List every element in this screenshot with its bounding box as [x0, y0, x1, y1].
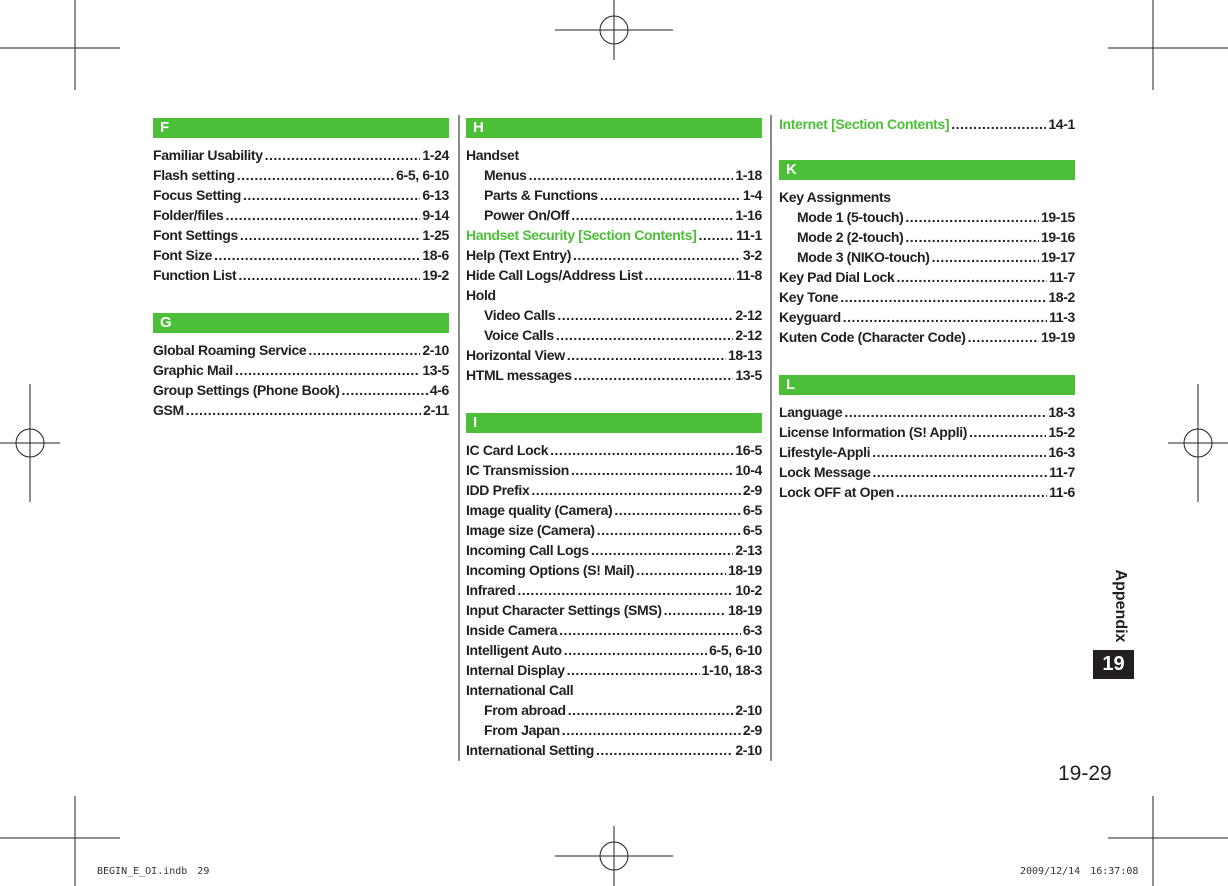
index-entry — [779, 227, 1075, 247]
index-entry — [466, 265, 762, 285]
index-entry — [153, 265, 449, 285]
entry-term: Lifestyle-Appli — [779, 444, 871, 460]
entry-page-ref: 6-5 — [742, 522, 762, 538]
dot-leader — [240, 225, 420, 245]
index-entry — [466, 480, 762, 500]
dot-leader — [556, 325, 734, 345]
index-entry — [779, 267, 1075, 287]
entry-page-ref: 15-2 — [1048, 424, 1075, 440]
index-entry — [153, 245, 449, 265]
index-entry — [779, 402, 1075, 422]
entry-page-ref: 1-24 — [422, 147, 449, 163]
dot-leader — [664, 600, 726, 620]
entry-page-ref: 16-5 — [735, 442, 762, 458]
entry-page-ref: 2-9 — [742, 482, 762, 498]
dot-leader — [596, 740, 733, 760]
entry-page-ref: 10-2 — [735, 582, 762, 598]
dot-leader — [644, 265, 734, 285]
entry-term: Infrared — [466, 582, 516, 598]
entry-term: GSM — [153, 402, 184, 418]
entry-page-ref: 14-1 — [1048, 116, 1075, 132]
dot-leader — [932, 247, 1039, 267]
column-divider — [770, 115, 772, 761]
entry-term: Group Settings (Phone Book) — [153, 382, 340, 398]
chapter-tab-label — [1100, 566, 1140, 646]
entry-term: IC Transmission — [466, 462, 569, 478]
entry-term: Internet [Section Contents] — [779, 116, 950, 132]
index-entry — [466, 305, 762, 325]
entry-term: Image quality (Camera) — [466, 502, 613, 518]
dot-leader — [559, 620, 741, 640]
dot-leader — [243, 185, 420, 205]
entry-term: Graphic Mail — [153, 362, 233, 378]
entry-term: Hold — [466, 287, 496, 303]
index-entry — [466, 600, 762, 620]
entry-term: Help (Text Entry) — [466, 247, 572, 263]
entry-term: Hide Call Logs/Address List — [466, 267, 643, 283]
entry-page-ref: 18-19 — [727, 602, 762, 618]
entry-page-ref: 13-5 — [422, 362, 449, 378]
dot-leader — [636, 560, 726, 580]
index-group-heading — [466, 285, 762, 305]
index-entry — [466, 520, 762, 540]
index-entry — [466, 365, 762, 385]
entry-term: Flash setting — [153, 167, 235, 183]
entry-page-ref: 2-11 — [423, 402, 449, 418]
entry-term: Image size (Camera) — [466, 522, 595, 538]
entry-term: Lock OFF at Open — [779, 484, 894, 500]
entry-page-ref: 2-12 — [735, 307, 762, 323]
entry-term: Incoming Call Logs — [466, 542, 589, 558]
dot-leader — [238, 265, 420, 285]
index-entry — [779, 462, 1075, 482]
index-column-1 — [153, 118, 449, 420]
index-entry — [466, 560, 762, 580]
dot-leader — [591, 540, 734, 560]
entry-term: Video Calls — [484, 307, 556, 323]
entry-page-ref: 6-5, 6-10 — [396, 167, 449, 183]
dot-leader — [614, 500, 740, 520]
section-header-h: H — [466, 118, 762, 138]
index-entry — [466, 580, 762, 600]
dot-leader — [568, 700, 734, 720]
entry-term: License Information (S! Appli) — [779, 424, 968, 440]
index-entry — [466, 740, 762, 760]
entry-term: Key Assignments — [779, 189, 891, 205]
index-group-heading — [779, 187, 1075, 207]
index-entry — [466, 345, 762, 365]
page-number: 19-29 — [1058, 762, 1112, 785]
index-entry — [466, 165, 762, 185]
index-entry — [153, 360, 449, 380]
index-entry — [153, 400, 449, 420]
section-header-l: L — [779, 375, 1075, 395]
dot-leader — [235, 360, 421, 380]
entry-page-ref: 3-2 — [742, 247, 762, 263]
chapter-number-badge: 19 — [1093, 650, 1134, 679]
index-entry — [466, 720, 762, 740]
dot-leader — [843, 307, 1047, 327]
entry-term: Lock Message — [779, 464, 871, 480]
entry-page-ref: 1-18 — [735, 167, 762, 183]
entry-term: IC Card Lock — [466, 442, 549, 458]
index-entry — [153, 340, 449, 360]
entry-page-ref: 11-7 — [1049, 464, 1075, 480]
entry-page-ref: 10-4 — [735, 462, 762, 478]
entry-term: International Call — [466, 682, 574, 698]
entry-term: Font Size — [153, 247, 213, 263]
entry-page-ref: 19-16 — [1040, 229, 1075, 245]
index-entry — [779, 482, 1075, 502]
index-entry — [466, 660, 762, 680]
index-entry — [779, 307, 1075, 327]
entry-page-ref: 19-17 — [1040, 249, 1075, 265]
dot-leader — [186, 400, 421, 420]
dot-leader — [844, 402, 1046, 422]
entry-page-ref: 18-19 — [727, 562, 762, 578]
entry-term: Language — [779, 404, 843, 420]
entry-term: From abroad — [484, 702, 566, 718]
entry-page-ref: 2-10 — [735, 702, 762, 718]
index-link-entry[interactable] — [466, 225, 762, 245]
index-entry — [466, 440, 762, 460]
index-group-heading — [466, 145, 762, 165]
entry-page-ref: 19-15 — [1040, 209, 1075, 225]
entry-page-ref: 2-9 — [742, 722, 762, 738]
index-entry — [466, 325, 762, 345]
entry-page-ref: 2-10 — [422, 342, 449, 358]
entry-page-ref: 19-19 — [1040, 329, 1075, 345]
entry-term: Input Character Settings (SMS) — [466, 602, 662, 618]
dot-leader — [840, 287, 1046, 307]
entry-page-ref: 18-13 — [727, 347, 762, 363]
entry-page-ref: 4-6 — [429, 382, 449, 398]
dot-leader — [529, 165, 734, 185]
footer-file: BEGIN_E_OI.indb 29 — [97, 866, 210, 877]
index-group-heading — [466, 680, 762, 700]
dot-leader — [597, 520, 741, 540]
entry-term: International Setting — [466, 742, 594, 758]
dot-leader — [905, 227, 1039, 247]
entry-page-ref: 18-6 — [422, 247, 449, 263]
index-entry — [779, 287, 1075, 307]
entry-term: Mode 2 (2-touch) — [797, 229, 904, 245]
entry-page-ref: 11-7 — [1049, 269, 1075, 285]
entry-page-ref: 11-8 — [736, 267, 762, 283]
dot-leader — [265, 145, 421, 165]
entry-page-ref: 18-2 — [1048, 289, 1075, 305]
dot-leader — [574, 365, 734, 385]
index-entry — [779, 207, 1075, 227]
dot-leader — [873, 462, 1048, 482]
entry-term: Menus — [484, 167, 527, 183]
dot-leader — [557, 305, 733, 325]
entry-page-ref: 6-5 — [742, 502, 762, 518]
entry-term: Horizontal View — [466, 347, 565, 363]
dot-leader — [968, 327, 1039, 347]
entry-term: Kuten Code (Character Code) — [779, 329, 966, 345]
dot-leader — [573, 245, 741, 265]
dot-leader — [564, 640, 707, 660]
index-entry — [779, 442, 1075, 462]
index-entry — [466, 185, 762, 205]
dot-leader — [872, 442, 1046, 462]
entry-page-ref: 1-10, 18-3 — [701, 662, 762, 678]
dot-leader — [571, 205, 733, 225]
index-entry — [466, 205, 762, 225]
entry-page-ref: 6-3 — [742, 622, 762, 638]
entry-page-ref: 6-13 — [422, 187, 449, 203]
index-entry — [153, 185, 449, 205]
index-entry — [153, 225, 449, 245]
index-entry — [779, 327, 1075, 347]
index-entry — [466, 700, 762, 720]
dot-leader — [896, 482, 1047, 502]
entry-term: Intelligent Auto — [466, 642, 562, 658]
section-header-i: I — [466, 413, 762, 433]
index-entry — [153, 145, 449, 165]
entry-term: From Japan — [484, 722, 560, 738]
dot-leader — [531, 480, 740, 500]
entry-page-ref: 11-1 — [736, 227, 762, 243]
entry-term: Folder/files — [153, 207, 224, 223]
entry-term: Handset — [466, 147, 519, 163]
dot-leader — [517, 580, 733, 600]
entry-term: HTML messages — [466, 367, 572, 383]
section-header-g: G — [153, 313, 449, 333]
index-column-3 — [779, 114, 1075, 502]
index-entry — [779, 247, 1075, 267]
dot-leader — [342, 380, 428, 400]
dot-leader — [308, 340, 420, 360]
column-divider — [458, 115, 460, 761]
dot-leader — [567, 660, 700, 680]
index-entry — [466, 640, 762, 660]
entry-page-ref: 1-25 — [422, 227, 449, 243]
entry-page-ref: 13-5 — [735, 367, 762, 383]
entry-term: Mode 3 (NIKO-touch) — [797, 249, 930, 265]
index-entry — [466, 620, 762, 640]
dot-leader — [550, 440, 733, 460]
dot-leader — [214, 245, 420, 265]
index-entry — [466, 460, 762, 480]
dot-leader — [567, 345, 726, 365]
entry-page-ref: 1-16 — [735, 207, 762, 223]
entry-page-ref: 1-4 — [742, 187, 762, 203]
index-entry — [153, 380, 449, 400]
section-header-f: F — [153, 118, 449, 138]
dot-leader — [600, 185, 741, 205]
entry-page-ref: 9-14 — [422, 207, 449, 223]
entry-page-ref: 6-5, 6-10 — [709, 642, 762, 658]
index-entry — [466, 245, 762, 265]
entry-term: Focus Setting — [153, 187, 242, 203]
index-entry — [153, 165, 449, 185]
entry-term: Parts & Functions — [484, 187, 598, 203]
entry-page-ref: 2-10 — [735, 742, 762, 758]
entry-page-ref: 2-13 — [735, 542, 762, 558]
index-entry — [779, 422, 1075, 442]
entry-page-ref: 16-3 — [1048, 444, 1075, 460]
dot-leader — [698, 225, 734, 245]
chapter-tab-text: Appendix — [1112, 569, 1129, 643]
dot-leader — [225, 205, 420, 225]
entry-term: Voice Calls — [484, 327, 554, 343]
entry-page-ref: 11-3 — [1049, 309, 1075, 325]
entry-page-ref: 2-12 — [735, 327, 762, 343]
dot-leader — [571, 460, 733, 480]
entry-term: Key Tone — [779, 289, 839, 305]
entry-term: Keyguard — [779, 309, 841, 325]
footer-timestamp: 2009/12/14 16:37:08 — [1020, 866, 1139, 877]
entry-term: Font Settings — [153, 227, 238, 243]
dot-leader — [896, 267, 1047, 287]
index-entry — [153, 205, 449, 225]
entry-term: Function List — [153, 267, 237, 283]
index-entry — [466, 540, 762, 560]
entry-page-ref: 19-2 — [422, 267, 449, 283]
entry-term: Power On/Off — [484, 207, 570, 223]
entry-term: IDD Prefix — [466, 482, 530, 498]
entry-term: Global Roaming Service — [153, 342, 307, 358]
entry-term: Inside Camera — [466, 622, 558, 638]
dot-leader — [562, 720, 741, 740]
entry-page-ref: 18-3 — [1048, 404, 1075, 420]
dot-leader — [969, 422, 1046, 442]
entry-page-ref: 11-6 — [1049, 484, 1075, 500]
entry-term: Incoming Options (S! Mail) — [466, 562, 635, 578]
dot-leader — [951, 114, 1046, 134]
dot-leader — [237, 165, 394, 185]
entry-term: Mode 1 (5-touch) — [797, 209, 904, 225]
index-column-2 — [466, 118, 762, 760]
index-link-entry[interactable] — [779, 114, 1075, 134]
entry-term: Handset Security [Section Contents] — [466, 227, 697, 243]
entry-term: Key Pad Dial Lock — [779, 269, 895, 285]
index-entry — [466, 500, 762, 520]
section-header-k: K — [779, 160, 1075, 180]
entry-term: Internal Display — [466, 662, 565, 678]
entry-term: Familiar Usability — [153, 147, 263, 163]
dot-leader — [905, 207, 1039, 227]
